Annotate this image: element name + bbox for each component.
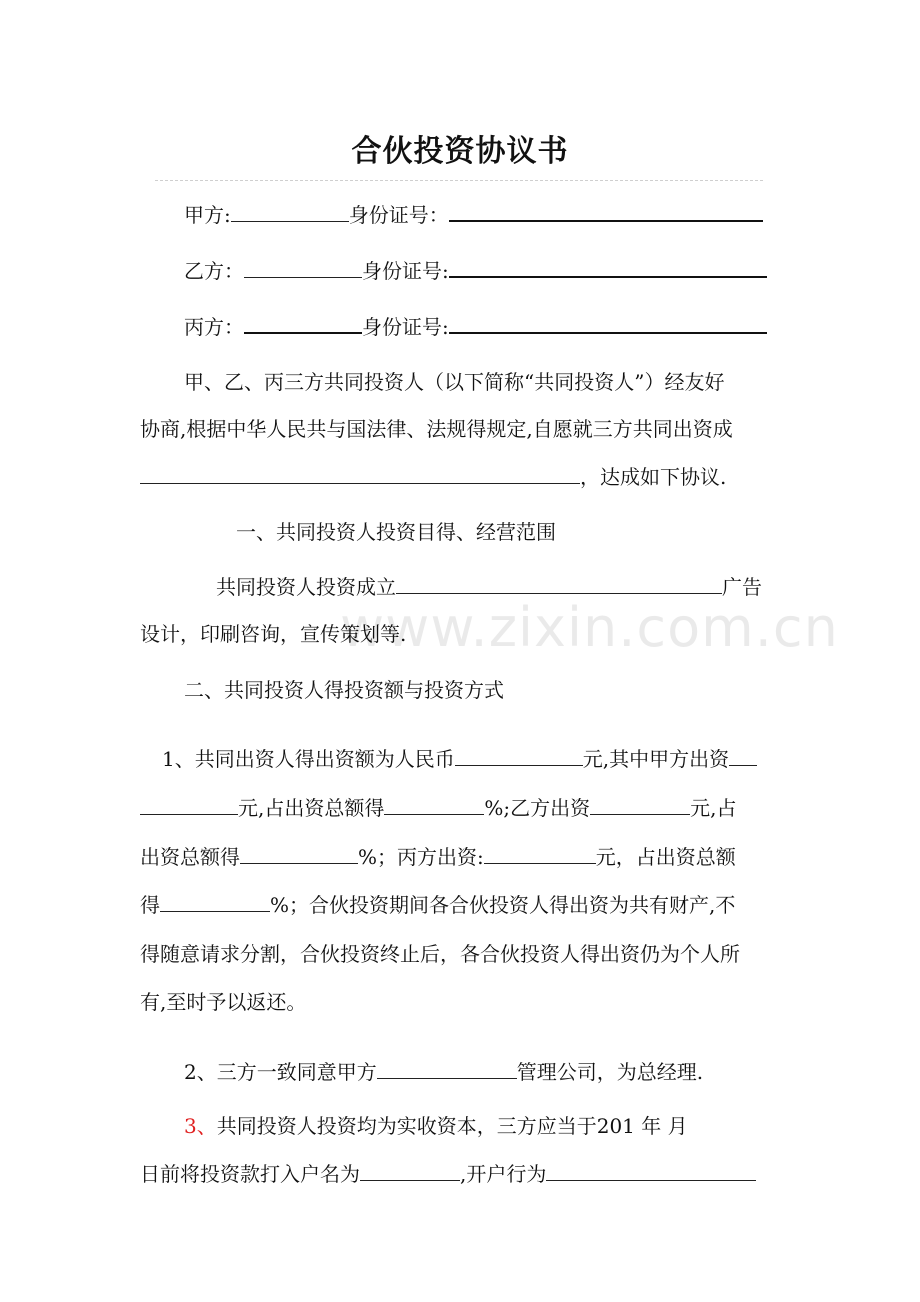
intro-line-2: 协商,根据中华人民共与国法律、法规得规定,自愿就三方共同出资成: [140, 417, 733, 441]
clause-2-a: 2、三方一致同意甲方: [184, 1060, 377, 1084]
party-c-name-blank: [244, 312, 362, 334]
party-a-id-blank: [449, 200, 763, 222]
clause-2: [184, 1058, 703, 1086]
clause-1-l2-c: 元,占: [690, 796, 737, 820]
section-1-line-1-head: 共同投资人投资成立: [216, 575, 396, 599]
clause-3-line-2: [140, 1160, 756, 1188]
clause-2-b: 管理公司，为总经理.: [516, 1060, 704, 1084]
clause-3-l2-b: ,开户行为: [460, 1162, 547, 1186]
party-b-row: [184, 256, 767, 285]
project-blank: [140, 463, 580, 484]
intro-line-3-tail: ，达成如下协议.: [580, 465, 727, 489]
clause-1-line-4: [140, 891, 735, 919]
party-c-row: [184, 312, 767, 341]
section-1-line-1-tail: 广告: [722, 575, 762, 599]
clause-3-number: 3、: [184, 1114, 217, 1138]
party-a-amount-blank-end: [140, 794, 238, 815]
party-c-amount-blank: [484, 843, 596, 864]
account-name-blank: [360, 1160, 460, 1181]
party-a-row: [184, 200, 763, 229]
total-amount-blank: [455, 745, 583, 766]
bank-name-blank: [546, 1160, 756, 1181]
party-b-id-blank: [449, 256, 767, 278]
party-c-label: 丙方：: [184, 315, 244, 339]
section-1-line-2: 设计，印刷咨询，宣传策划等.: [140, 622, 407, 646]
clause-1-line-5: 得随意请求分割，合伙投资终止后，各合伙投资人得出资仍为个人所: [140, 942, 740, 966]
party-c-id-blank: [449, 312, 767, 334]
party-b-name-blank: [244, 257, 362, 278]
party-b-amount-blank: [590, 794, 690, 815]
clause-1-line-3: [140, 843, 736, 871]
party-a-name-blank: [231, 201, 349, 222]
document-title: 合伙投资协议书: [351, 134, 569, 169]
clause-1-line-2: [140, 794, 736, 822]
clause-3-l2-a: 日前将投资款打入户名为: [140, 1162, 360, 1186]
clause-1-line-1: [162, 745, 757, 773]
party-a-id-label: 身份证号：: [348, 203, 449, 227]
party-b-id-label: 身份证号:: [362, 259, 449, 283]
party-a-amount-blank-start: [729, 745, 757, 766]
party-c-id-label: 身份证号:: [362, 315, 449, 339]
party-b-percent-blank: [240, 843, 358, 864]
clause-1-l2-b: %;乙方出资: [484, 796, 591, 820]
party-a-label: 甲方:: [184, 203, 231, 227]
clause-1-l4-b: %；合伙投资期间各合伙投资人得出资为共有财产,不: [270, 893, 736, 917]
clause-3-l1: 共同投资人投资均为实收资本，三方应当于201 年 月: [216, 1114, 688, 1138]
clause-1-l3-c: 元，占出资总额: [595, 845, 736, 869]
party-b-label: 乙方：: [184, 259, 244, 283]
clause-1-line-6: 有,至时予以返还。: [140, 990, 307, 1014]
section-1-heading: 一、共同投资人投资目得、经营范围: [236, 520, 556, 544]
clause-1-l2-a: 元,占出资总额得: [238, 796, 385, 820]
intro-line-1: 甲、乙、丙三方共同投资人（以下简称“共同投资人”）经友好: [184, 370, 725, 394]
title-divider: [155, 180, 763, 181]
clause-1-l4-a: 得: [140, 893, 160, 917]
clause-1-l3-a: 出资总额得: [140, 845, 240, 869]
clause-1-l1-b: 元,其中甲方出资: [582, 747, 730, 771]
clause-1-l1-a: 1、共同出资人得出资额为人民币: [162, 747, 455, 771]
watermark: www.zixin.com.cn: [340, 596, 839, 659]
clause-3-line-1: [184, 1112, 688, 1140]
party-c-percent-blank: [160, 891, 270, 912]
clause-1-l3-b: %；丙方出资:: [358, 845, 484, 869]
party-a-percent-blank: [384, 794, 484, 815]
intro-line-3: [140, 463, 726, 491]
manager-blank: [377, 1058, 517, 1079]
section-2-heading: 二、共同投资人得投资额与投资方式: [184, 678, 504, 702]
company-name-blank: [396, 573, 722, 594]
